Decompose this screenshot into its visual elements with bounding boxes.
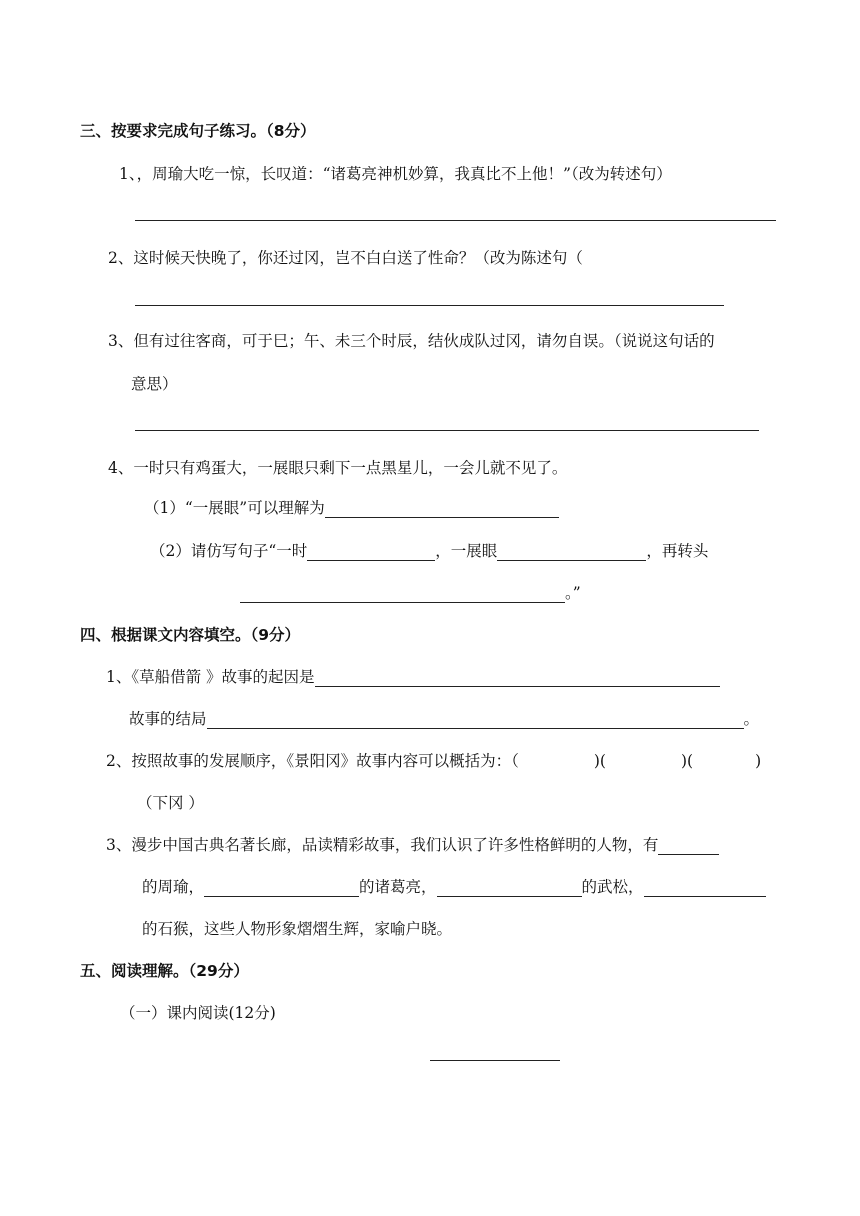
- q3-4-sub1: [144, 498, 559, 518]
- q3-4-sub2: [150, 541, 708, 561]
- q3-4-sub2-blank-2[interactable]: [497, 545, 646, 561]
- q4-3-text-b2: 的诸葛亮，: [359, 878, 437, 896]
- section-5-heading: 五、阅读理解。（29分）: [80, 962, 249, 980]
- q3-4-sub2-blank-1[interactable]: [307, 545, 435, 561]
- q3-4-sub2-blank-3[interactable]: [240, 587, 565, 603]
- q3-1-text: 1、，周瑜大吃一惊，长叹道：“诸葛亮神机妙算，我真比不上他！”（改为转述句）: [119, 165, 672, 183]
- q4-2-paren-3: ): [755, 752, 762, 770]
- q4-1-blank-ending[interactable]: [207, 713, 744, 729]
- q3-4-sub2-end: 。”: [565, 584, 581, 602]
- q4-2-line1: [106, 751, 761, 771]
- q3-4-sub1-text: （1）“一展眼”可以理解为: [144, 499, 325, 517]
- q4-3-blank-1[interactable]: [658, 839, 719, 855]
- q3-2-answer-line[interactable]: [135, 305, 724, 306]
- q3-3-answer-line[interactable]: [135, 430, 759, 431]
- q3-4-sub2-text-c: ，再转头: [646, 542, 709, 560]
- q4-3-blank-2[interactable]: [204, 881, 359, 897]
- q4-1-text-a: 1、《草船借箭 》故事的起因是: [106, 668, 315, 686]
- q3-4-sub2-text-b: ，一展眼: [435, 542, 498, 560]
- q4-3-text-a: 3、漫步中国古典名著长廊，品读精彩故事，我们认识了许多性格鲜明的人物，有: [106, 836, 659, 854]
- q3-3-text-line1: 3、但有过往客商，可于巳；午、未三个时辰，结伙成队过冈，请勿自误。（说说这句话的: [108, 332, 715, 350]
- q4-1-text-b: 故事的结局: [129, 710, 207, 728]
- q4-3-text-c: 的石猴，这些人物形象熠熠生辉，家喻户晓。: [142, 920, 453, 938]
- passage-title-blank[interactable]: [430, 1060, 560, 1061]
- q3-4-sub2-text-a: （2）请仿写句子“一时: [150, 542, 308, 560]
- q4-3-line2: [142, 877, 766, 897]
- q4-1-line1: [106, 667, 720, 687]
- q3-1-answer-line[interactable]: [135, 220, 776, 221]
- q4-2-paren-2: )(: [680, 752, 694, 770]
- q4-2-text-a: 2、按照故事的发展顺序，《景阳冈》故事内容可以概括为：（: [106, 752, 519, 770]
- q4-3-text-b1: 的周瑜，: [142, 878, 205, 896]
- q4-1-end: 。: [743, 710, 760, 728]
- q4-2-paren-1: )(: [593, 752, 606, 770]
- section-5-subheading: （一）课内阅读(12分): [120, 1004, 276, 1022]
- q3-4-text: 4、一时只有鸡蛋大，一展眼只剩下一点黑星儿，一会儿就不见了。: [108, 459, 568, 477]
- section-3-heading: 三、按要求完成句子练习。（8分）: [80, 122, 316, 140]
- q4-1-line2: [129, 709, 759, 729]
- q4-3-blank-4[interactable]: [644, 881, 766, 897]
- q3-2-text: 2、这时候天快晚了，你还过冈，岂不白白送了性命？（改为陈述句（: [108, 249, 583, 267]
- q4-1-blank-cause[interactable]: [315, 671, 720, 687]
- q3-3-text-line2: 意思）: [131, 375, 178, 393]
- q4-2-text-b: （下冈 ）: [137, 794, 204, 812]
- section-4-heading: 四、根据课文内容填空。（9分）: [80, 626, 301, 644]
- q4-3-line1: [106, 835, 719, 855]
- q4-3-text-b3: 的武松，: [581, 878, 644, 896]
- q4-3-blank-3[interactable]: [437, 881, 582, 897]
- q3-4-sub2-line2: [240, 583, 581, 603]
- q3-4-sub1-blank[interactable]: [325, 502, 559, 518]
